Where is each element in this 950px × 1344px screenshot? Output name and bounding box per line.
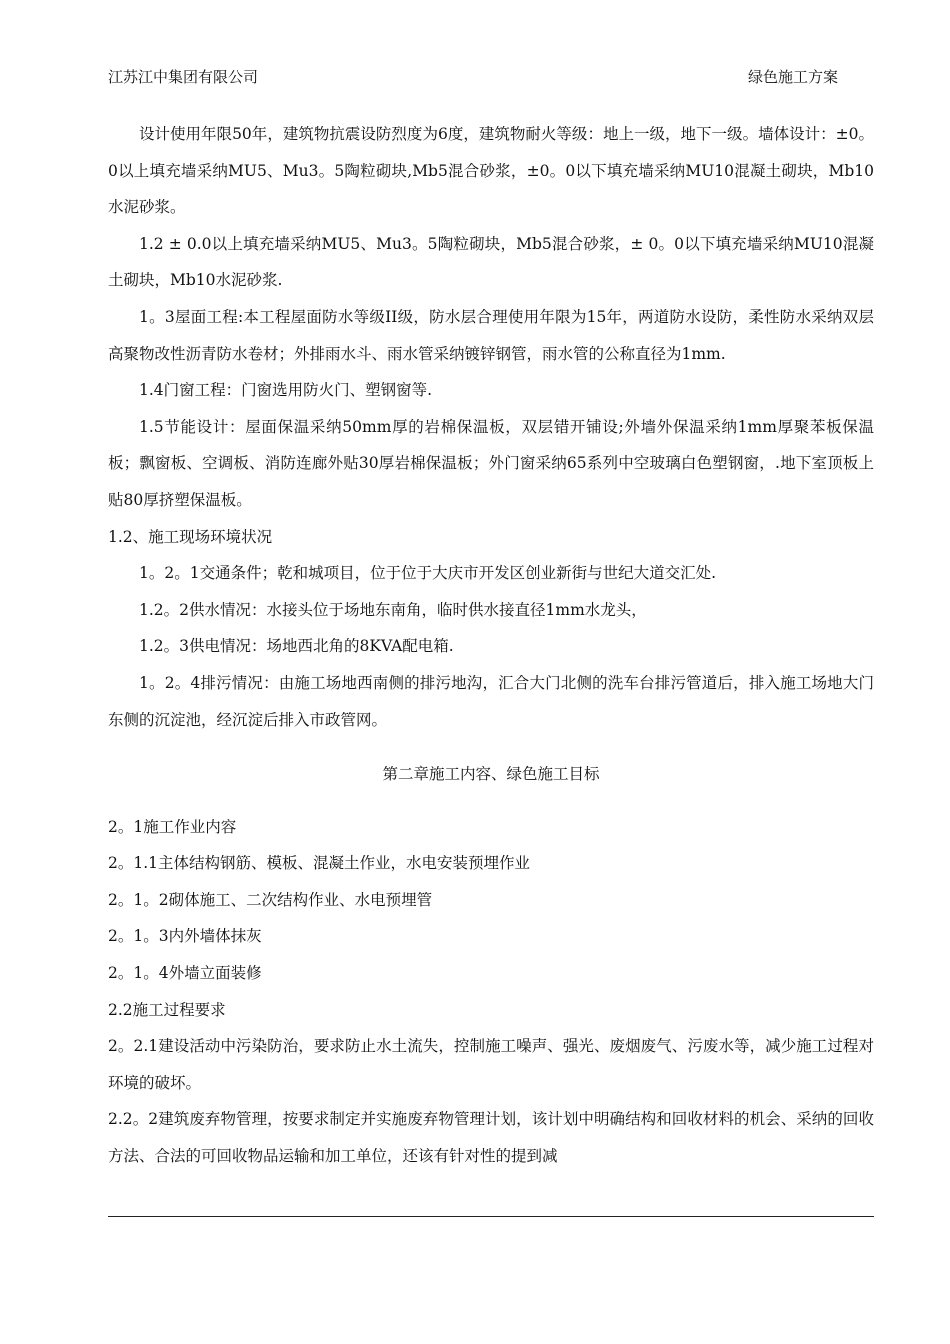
document-title: 绿色施工方案 (747, 68, 838, 86)
paragraph: 1.4门窗工程：门窗选用防火门、塑钢窗等. (139, 381, 433, 400)
page-header (108, 66, 868, 92)
company-name: 江苏江中集团有限公司 (108, 68, 259, 86)
list-item: 2。1。3内外墙体抹灰 (108, 927, 262, 946)
document-body (108, 116, 874, 1175)
paragraph: 1。2。1交通条件；乾和城项目，位于位于大庆市开发区创业新街与世纪大道交汇处. (139, 564, 717, 583)
paragraph: 1.2。3供电情况：场地西北角的8KVA配电箱. (139, 637, 454, 656)
section-heading: 2.2施工过程要求 (108, 1000, 226, 1019)
chapter-title: 第二章施工内容、绿色施工目标 (382, 765, 600, 784)
section-heading: 2。1施工作业内容 (108, 817, 237, 836)
paragraph: 1。3屋面工程:本工程屋面防水等级II级，防水层合理使用年限为15年，两道防水设防，柔性防水采纳双层高聚物改性沥青防水卷材；外排雨水斗、雨水管采纳镀锌钢管，雨水管的公称直径为1mm. (108, 307, 874, 363)
section-heading: 1.2、施工现场环境状况 (108, 527, 273, 546)
paragraph: 设计使用年限50年，建筑物抗震设防烈度为6度，建筑物耐火等级：地上一级，地下一级。墙体设计：±0。0以上填充墙采纳MU5、Mu3。5陶粒砌块,Mb5混合砂浆，±0。0以下填充墙采纳MU10混凝土砌块，Mb10水泥砂浆。 (108, 125, 874, 217)
footer-divider (108, 1216, 874, 1217)
paragraph: 1.2 ± 0.0以上填充墙采纳MU5、Mu3。5陶粒砌块，Mb5混合砂浆，± 0。0以下填充墙采纳MU10混凝土砌块，Mb10水泥砂浆. (108, 234, 874, 290)
paragraph: 1。2。4排污情况：由施工场地西南侧的排污地沟，汇合大门北侧的洗车台排污管道后，排入施工场地大门东侧的沉淀池，经沉淀后排入市政管网。 (108, 673, 874, 729)
paragraph: 2。2.1建设活动中污染防治，要求防止水土流失，控制施工噪声、强光、废烟废气、污废水等，减少施工过程对环境的破坏。 (108, 1037, 874, 1092)
list-item: 2。1。2砌体施工、二次结构作业、水电预埋管 (108, 890, 433, 909)
list-item: 2。1。4外墙立面装修 (108, 964, 262, 983)
paragraph: 1.2。2供水情况：水接头位于场地东南角，临时供水接直径1mm水龙头， (139, 600, 647, 619)
paragraph: 1.5节能设计：屋面保温采纳50mm厚的岩棉保温板，双层错开铺设;外墙外保温采纳1mm厚聚苯板保温板；飘窗板、空调板、消防连廊外贴30厚岩棉保温板；外门窗采纳65系列中空玻璃白色塑钢窗，.地下室顶板上贴80厚挤塑保温板。 (108, 417, 874, 509)
paragraph: 2.2。2建筑废弃物管理，按要求制定并实施废弃物管理计划，该计划中明确结构和回收材料的机会、采纳的回收方法、合法的可回收物品运输和加工单位，还该有针对性的提到减 (108, 1110, 874, 1166)
list-item: 2。1.1主体结构钢筋、模板、混凝土作业，水电安装预埋作业 (108, 854, 531, 873)
